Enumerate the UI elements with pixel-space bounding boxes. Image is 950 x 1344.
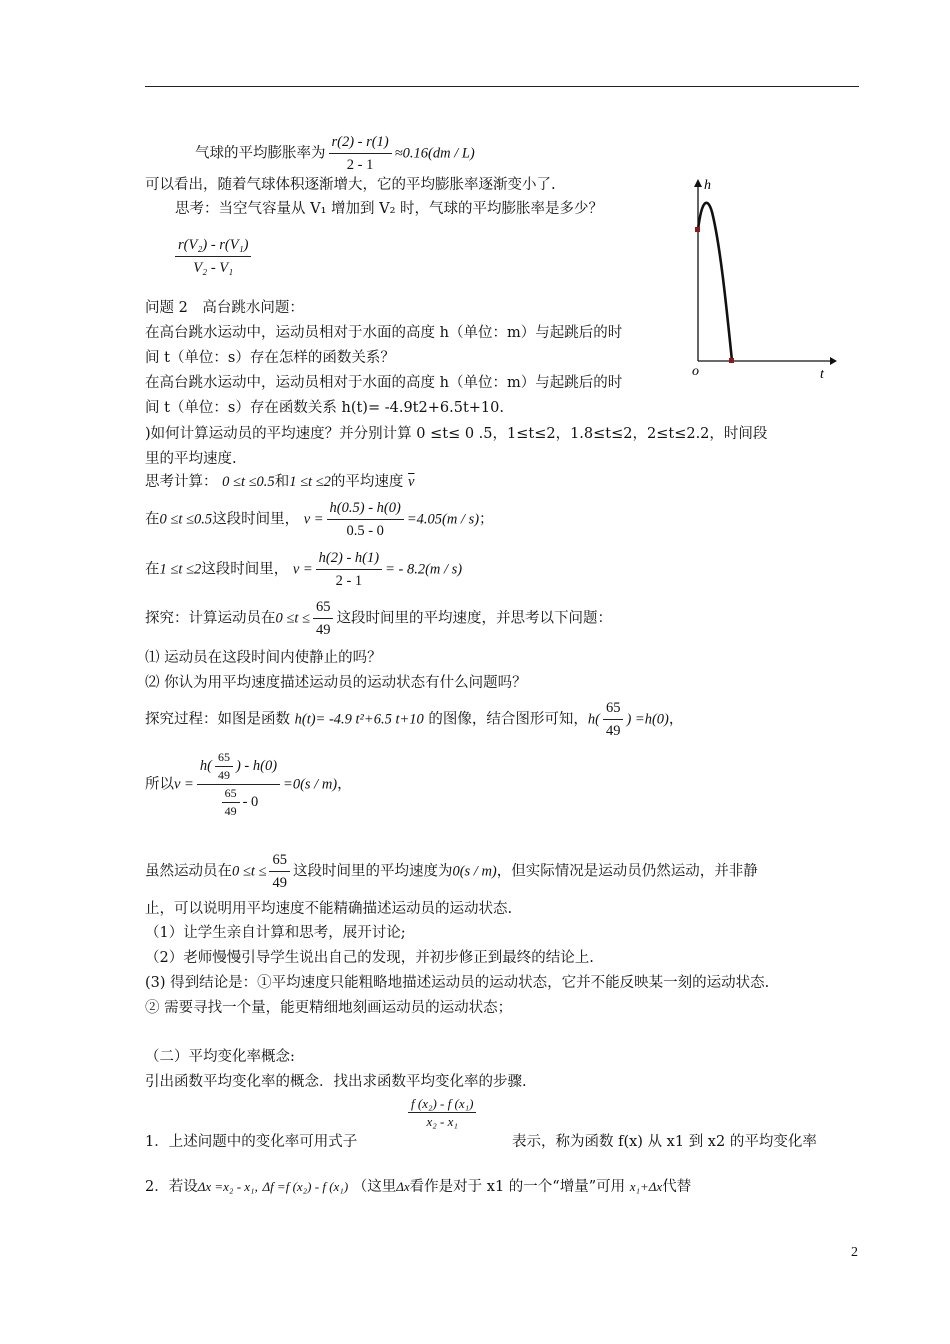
question-2: ⑵ 你认为用平均速度描述运动员的运动状态有什么问题吗？ [145, 675, 527, 691]
page-number: 2 [851, 1245, 858, 1260]
calc-line: 思考计算： 0 ≤t ≤0.5和1 ≤t ≤2的平均速度 $\overline{v}$ [145, 474, 415, 490]
item1-tail: 表示，称为函数 f(x) 从 x1 到 x2 的平均变化率 [512, 1134, 817, 1150]
though-line2: 止，可以说明用平均速度不能精确描述运动员的运动状态. [145, 901, 513, 917]
t-axis-label: t [820, 367, 824, 382]
end-point-marker [729, 358, 734, 363]
step-3: (3) 得到结论是：①平均速度只能粗略地描述运动员的运动状态，它并不能反映某一刻的运动状态. [145, 975, 770, 991]
think-text: 思考：当空气容量从 V₁ 增加到 V₂ 时，气球的平均膨胀率是多少？ [175, 201, 604, 217]
though-line: 虽然运动员在0 ≤t ≤ $\frac{65}{49}$ 这段时间里的平均速度为0(s / m)，但实际情况是运动员仍然运动，并非静 [145, 852, 758, 891]
balloon-rate-line: 气球的平均膨胀率为 $\frac{r(2) - r(1)}{2 - 1}$ ≈0.16(dm / L) [195, 134, 475, 173]
problem2-line2: 间 t（单位：s）存在怎样的函数关系？ [145, 350, 395, 366]
problem2-line1: 在高台跳水运动中，运动员相对于水面的高度 h（单位：m）与起跳后的时 [145, 325, 623, 341]
question-1: ⑴ 运动员在这段时间内使静止的吗？ [145, 650, 382, 666]
step-2: （2）老师慢慢引导学生说出自己的发现，并初步修正到最终的结论上. [145, 950, 594, 966]
start-point-marker [695, 227, 700, 232]
item1-lead: 1．上述问题中的变化率可用式子 [145, 1134, 358, 1150]
so-line: 所以v = h( $\frac{65}{49}$ ) - h(0) $\frac{65}{49}$ - 0 =0(s / m)， [145, 750, 352, 818]
think-fraction: $\frac{\text{r(V₂) - r(V₁)}}{\text{V₂ - V₁}}$ [172, 235, 254, 278]
height-time-graph [672, 172, 838, 384]
section2-line1: 引出函数平均变化率的概念．找出求函数平均变化率的步骤. [145, 1074, 527, 1090]
t-axis-arrow [830, 357, 837, 365]
problem2-line4: 间 t（单位：s）存在函数关系 h(t)= -4.9t2+6.5t+10. [145, 400, 504, 416]
explore-line: 探究：计算运动员在0 ≤t ≤ $\frac{65}{49}$ 这段时间里的平均速度，并思考以下问题： [145, 599, 612, 638]
item1-fraction: $\frac{\text{f (x₂) - f (x₁)}}{\text{x₂ - x₁}}$ [405, 1096, 479, 1129]
trajectory-curve [698, 203, 732, 361]
problem2-line5: )如何计算运动员的平均速度？并分别计算 0 ≤t≤ 0 .5，1≤t≤2，1.8≤t≤2，2≤t≤2.2，时间段 [145, 426, 768, 442]
segment1-line: 在0 ≤t ≤0.5这段时间里， v = $\frac{h(0.5) - h(0)}{0.5 - 0}$ =4.05(m / s)； [145, 500, 494, 539]
h-axis-label: h [704, 178, 711, 193]
problem2-title: 问题 2 高台跳水问题： [145, 300, 304, 316]
segment2-line: 在1 ≤t ≤2这段时间里， v = $\frac{h(2) - h(1)}{2 - 1}$ = - 8.2(m / s) [145, 550, 463, 589]
problem2-line3: 在高台跳水运动中，运动员相对于水面的高度 h（单位：m）与起跳后的时 [145, 375, 623, 391]
origin-label: o [692, 364, 699, 379]
h-axis-arrow [694, 179, 702, 187]
step-4: ② 需要寻找一个量，能更精细地刻画运动员的运动状态； [145, 1000, 513, 1016]
header-rule [145, 86, 859, 87]
step-1: （1）让学生亲自计算和思考，展开讨论; [145, 925, 406, 941]
problem2-line6: 里的平均速度. [145, 451, 237, 467]
item2-line: 2．若设Δx =x₂ - x₁, Δf =f (x₂) - f (x₁) （这里Δx看作是对于 x1 的一个“增量”可用 x₁+Δx代替 [145, 1179, 692, 1195]
section2-title: （二）平均变化率概念: [145, 1049, 295, 1065]
observe-text: 可以看出，随着气球体积逐渐增大，它的平均膨胀率逐渐变小了. [145, 177, 556, 193]
process-line: 探究过程：如图是函数 h(t)= -4.9 t²+6.5 t+10 的图像，结合图形可知，h( $\frac{65}{49}$ ) =h(0)， [145, 700, 684, 739]
